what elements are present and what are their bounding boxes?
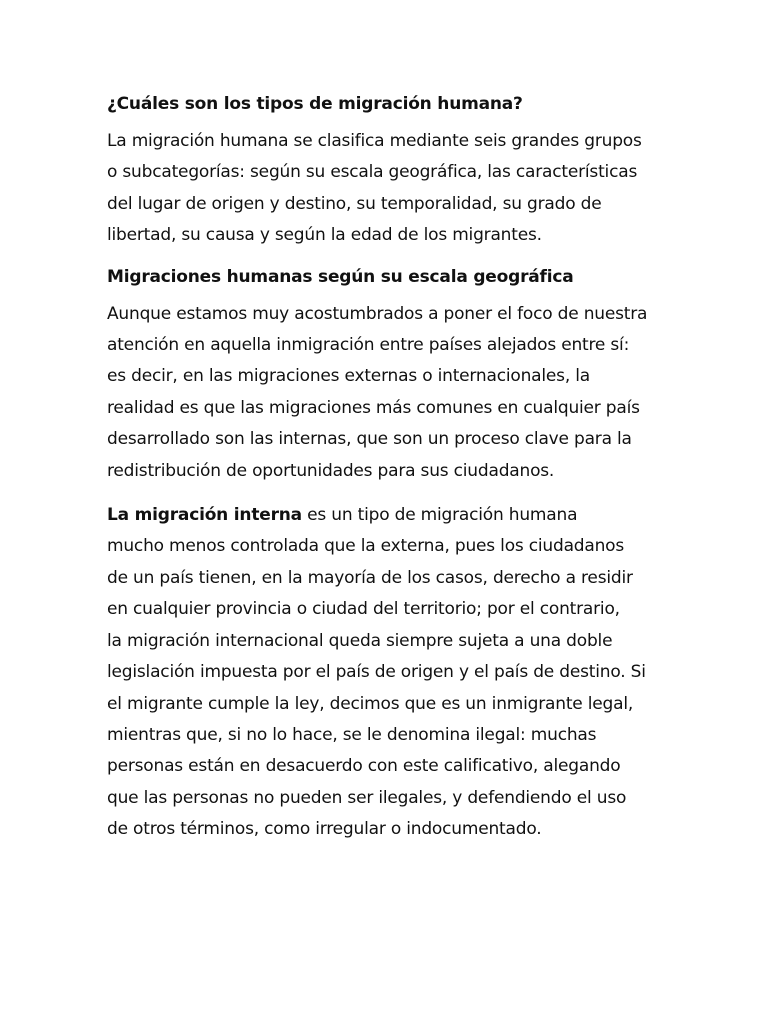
section-heading: Migraciones humanas según su escala geográfica (107, 266, 574, 287)
text-line: legislación impuesta por el país de origen y el país de destino. Si (107, 662, 646, 683)
text-line: mientras que, si no lo hace, se le denomina ilegal: muchas (107, 724, 597, 745)
text-line: atención en aquella inmigración entre países alejados entre sí: (107, 335, 630, 356)
text-segment: es un tipo de migración humana (301, 505, 578, 526)
text-line: Aunque estamos muy acostumbrados a poner el foco de nuestra (107, 303, 648, 324)
text-line: el migrante cumple la ley, decimos que es un inmigrante legal, (107, 693, 634, 714)
document-title: ¿Cuáles son los tipos de migración humana? (107, 94, 523, 114)
internal-migration-paragraph (107, 500, 667, 845)
text-line: en cualquier provincia o ciudad del territorio; por el contrario, (107, 599, 620, 620)
text-line: mucho menos controlada que la externa, pues los ciudadanos (107, 536, 625, 557)
text-line (107, 500, 667, 531)
text-line: de un país tienen, en la mayoría de los casos, derecho a residir (107, 567, 633, 588)
text-line: es decir, en las migraciones externas o internacionales, la (107, 366, 590, 387)
document-page (107, 82, 667, 846)
text-line: del lugar de origen y destino, su temporalidad, su grado de (107, 193, 602, 214)
text-line: redistribución de oportunidades para sus ciudadanos. (107, 460, 555, 481)
text-line: desarrollado son las internas, que son un proceso clave para la (107, 429, 632, 450)
text-line: realidad es que las migraciones más comunes en cualquier país (107, 397, 640, 418)
text-line: que las personas no pueden ser ilegales, y defendiendo el uso (107, 787, 627, 808)
text-line: la migración internacional queda siempre sujeta a una doble (107, 630, 613, 651)
text-line: o subcategorías: según su escala geográfica, las características (107, 162, 638, 183)
section-paragraph (107, 299, 667, 487)
text-line: de otros términos, como irregular o indocumentado. (107, 819, 542, 840)
intro-paragraph (107, 126, 667, 252)
text-line: personas están en desacuerdo con este calificativo, alegando (107, 756, 621, 777)
text-line: La migración humana se clasifica mediante seis grandes grupos (107, 131, 642, 151)
internal-migration-term: La migración interna (107, 505, 302, 526)
text-line: libertad, su causa y según la edad de los migrantes. (107, 225, 542, 246)
